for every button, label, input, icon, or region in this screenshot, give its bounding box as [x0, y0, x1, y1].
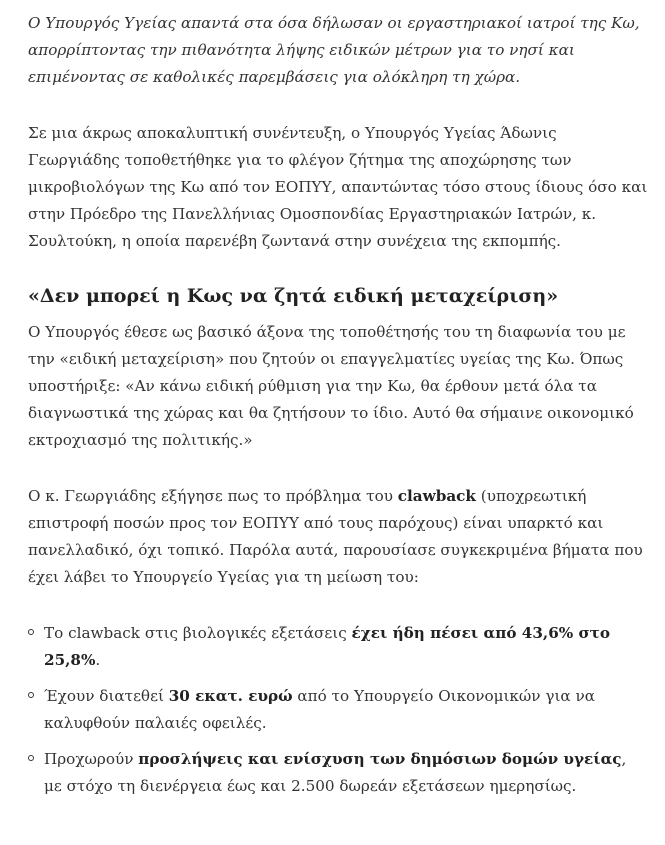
list-item-text-after: , με στόχο τη διενέργεια έως και 2.500 δωρεάν εξετάσεων ημερησίως. — [44, 750, 627, 795]
paragraph-3-bold-term: clawback — [397, 487, 476, 505]
list-item-bold: προσλήψεις και ενίσχυση των δημόσιων δομών υγείας — [138, 750, 622, 768]
list-item-bold: έχει ήδη πέσει από 43,6% στο 25,8% — [44, 624, 611, 669]
list-item-text-before: Προχωρούν — [44, 750, 139, 768]
article-paragraph-3 — [28, 483, 648, 591]
list-item-text-after: από το Υπουργείο Οικονομικών για να καλυφθούν παλαιές οφειλές. — [44, 687, 595, 732]
list-item — [28, 746, 648, 800]
list-item — [28, 683, 648, 737]
article-paragraph-1: Σε μια άκρως αποκαλυπτική συνέντευξη, ο Υπουργός Υγείας Άδωνις Γεωργιάδης τοποθετήθηκε για το φλέγον ζήτημα της αποχώρησης των μικροβιολόγων της Κω από τον ΕΟΠΥΥ, απαντώντας τόσο στους ίδιους όσο και στην Πρόεδρο της Πανελλήνιας Ομοσπονδίας Εργαστηριακών Ιατρών, κ. Σουλτούκη, η οποία παρενέβη ζωντανά στην συνέχεια της εκπομπής. — [28, 124, 648, 250]
article-body — [28, 10, 648, 800]
circle-bullet-icon — [28, 629, 34, 635]
article-lead: Ο Υπουργός Υγείας απαντά στα όσα δήλωσαν οι εργαστηριακοί ιατροί της Κω, απορρίπτοντας την πιθανότητα λήψης ειδικών μέτρων για το νησί και επιμένοντας σε καθολικές παρεμβάσεις για ολόκληρη τη χώρα. — [28, 14, 640, 86]
list-item — [28, 620, 648, 674]
list-item-text-after: . — [95, 651, 101, 669]
circle-bullet-icon — [28, 692, 34, 698]
section-heading: «Δεν μπορεί η Κως να ζητά ειδική μεταχείριση» — [28, 285, 559, 307]
paragraph-3-text-before: Ο κ. Γεωργιάδης εξήγησε πως το πρόβλημα του — [28, 487, 398, 505]
article-paragraph-2: Ο Υπουργός έθεσε ως βασικό άξονα της τοποθέτησής του τη διαφωνία του με την «ειδική μεταχείριση» που ζητούν οι επαγγελματίες υγείας της Κω. Όπως υποστήριξε: «Αν κάνω ειδική ρύθμιση για την Κω, θα έρθουν μετά όλα τα διαγνωστικά της χώρας και θα ζητήσουν το ίδιο. Αυτό θα σήμαινε οικονομικό εκτροχιασμό της πολιτικής.» — [28, 323, 634, 449]
list-item-bold: 30 εκατ. ευρώ — [168, 687, 293, 705]
measures-list — [28, 620, 648, 800]
list-item-text-before: Το clawback στις βιολογικές εξετάσεις — [44, 624, 352, 642]
circle-bullet-icon — [28, 755, 34, 761]
list-item-text-before: Έχουν διατεθεί — [44, 687, 169, 705]
paragraph-3-text-after: (υποχρεωτική επιστροφή ποσών προς τον ΕΟΠΥΥ από τους παρόχους) είναι υπαρκτό και πανελλαδικό, όχι τοπικό. Παρόλα αυτά, παρουσίασε συγκεκριμένα βήματα που έχει λάβει το Υπουργείο Υγείας για τη μείωση του: — [28, 487, 643, 586]
